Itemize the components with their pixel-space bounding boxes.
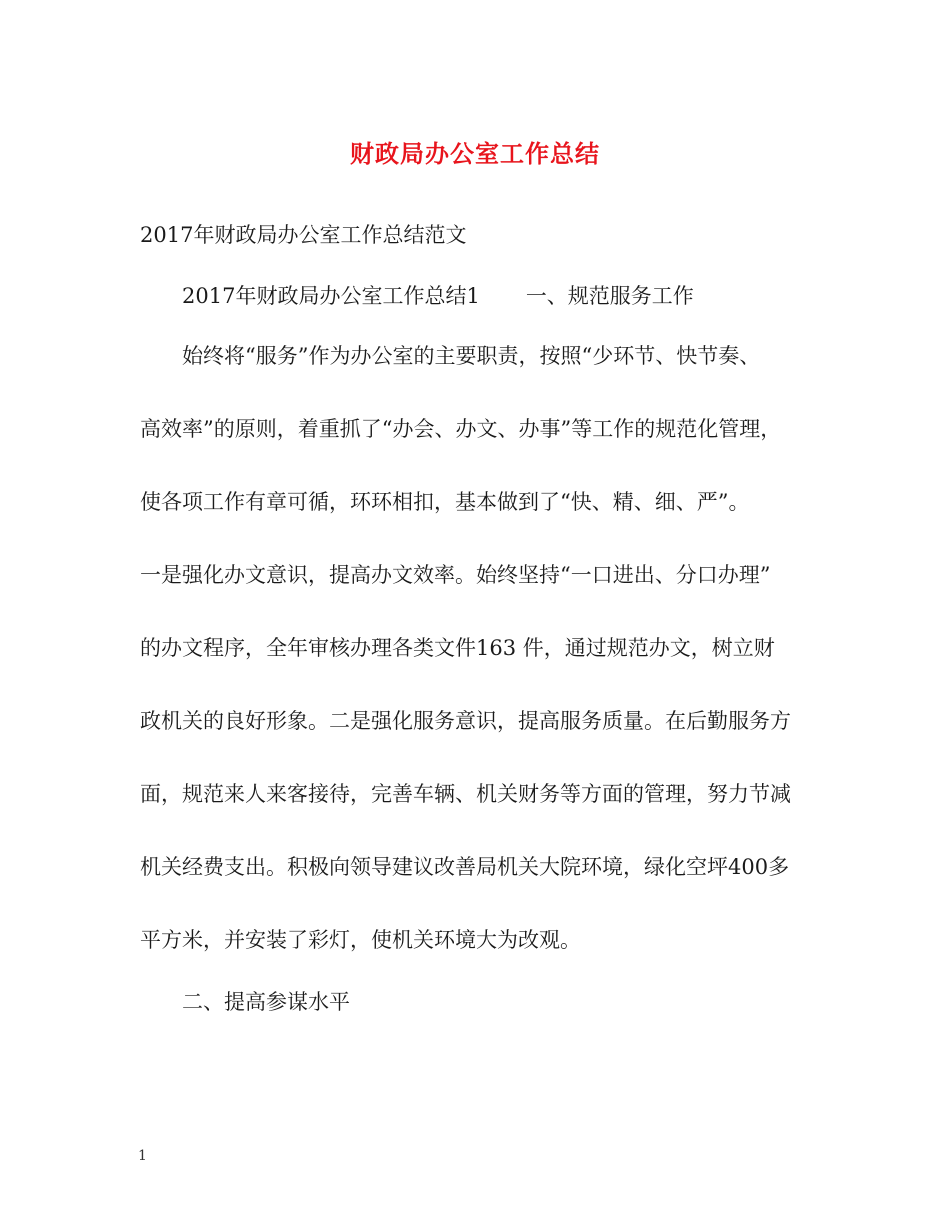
paragraph-line-6: 政机关的良好形象。二是强化服务意识，提高服务质量。在后勤服务方 — [140, 709, 791, 733]
paragraph-line-3: 使各项工作有章可循，环环相扣，基本做到了“快、精、细、严”。 — [140, 490, 750, 514]
heading-line — [182, 282, 882, 310]
paragraph-line-7: 面，规范来人来客接待，完善车辆、机关财务等方面的管理，努力节减 — [140, 782, 791, 806]
paragraph-line-5: 的办文程序，全年审核办理各类文件163 件，通过规范办文，树立财 — [140, 636, 775, 660]
paragraph-line-4: 一是强化办文意识，提高办文效率。始终坚持“一口进出、分口办理” — [140, 563, 771, 587]
document-subtitle: 2017年财政局办公室工作总结范文 — [140, 223, 467, 247]
heading-part-2: 一、规范服务工作 — [525, 284, 694, 308]
section-2-heading: 二、提高参谋水平 — [182, 990, 350, 1014]
paragraph-line-8: 机关经费支出。积极向领导建议改善局机关大院环境，绿化空坪400多 — [140, 855, 790, 879]
heading-part-1: 2017年财政局办公室工作总结1 — [182, 284, 480, 308]
paragraph-line-9: 平方米，并安装了彩灯，使机关环境大为改观。 — [140, 928, 581, 952]
document-title: 财政局办公室工作总结 — [350, 139, 600, 168]
page-number: 1 — [138, 1148, 147, 1164]
paragraph-line-2: 高效率”的原则，着重抓了“办会、办文、办事”等工作的规范化管理， — [140, 417, 782, 441]
paragraph-line-1: 始终将“服务”作为办公室的主要职责，按照“少环节、快节奏、 — [182, 344, 761, 368]
